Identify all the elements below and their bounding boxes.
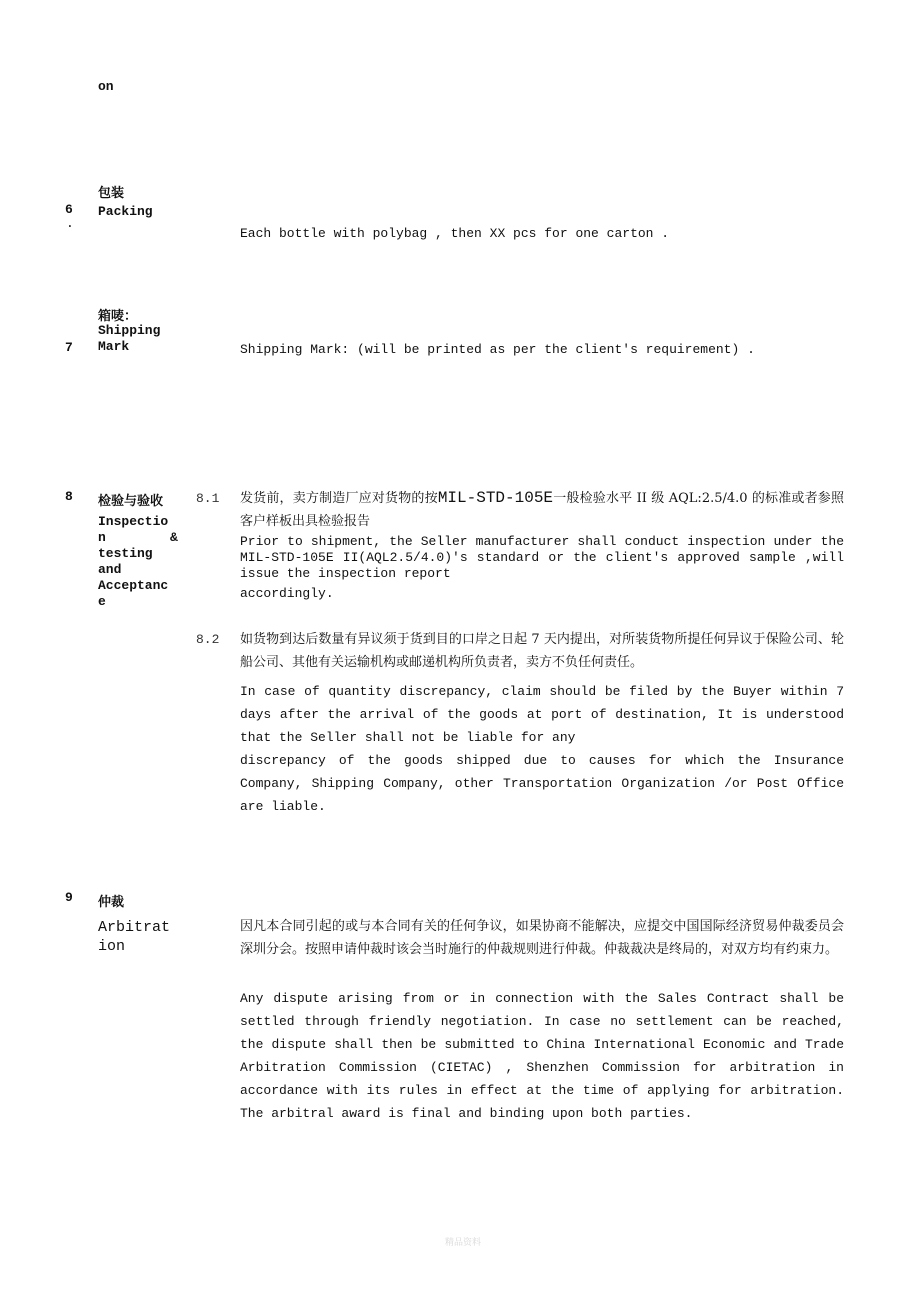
section-8-label-en-line1: Inspectio — [98, 514, 169, 529]
section-6-number-dot: . — [66, 216, 74, 231]
section-6-label-zh: 包装 — [98, 186, 125, 201]
section-8-label-en-line2a: n — [98, 530, 106, 545]
section-8-label-en-line6: e — [98, 594, 106, 609]
section-7-label-zh: 箱唛： — [98, 309, 138, 324]
section-9-zh: 因凡本合同引起的或与本合同有关的任何争议，如果协商不能解决，应提交中国国际经济贸易仲裁委员会深圳分会。按照申请仲裁时该会当时施行的仲裁规则进行仲裁。仲裁裁决是终局的，对双方均有约束力。 — [240, 919, 844, 957]
carryover-fragment: on — [98, 79, 114, 94]
section-9-number: 9 — [65, 890, 73, 905]
section-6-text: Each bottle with polybag , then XX pcs for one carton . — [240, 226, 670, 241]
clause-8-2-number: 8.2 — [196, 632, 220, 647]
clause-8-2-en-part1: In case of quantity discrepancy, claim should be filed by the Buyer within 7 days after the arrival of the goods at port of destination, It is understood that the Seller shall not be liable for any — [240, 684, 844, 745]
section-9-label-en-line1: Arbitrat — [98, 919, 171, 936]
section-8-label-en-line4: and — [98, 562, 122, 577]
section-7-label-en-line2: Mark — [98, 339, 130, 354]
clause-8-2-zh: 如货物到达后数量有异议须于货到目的口岸之日起 7 天内提出，对所装货物所提任何异议于保险公司、轮船公司、其他有关运输机构或邮递机构所负责者，卖方不负任何责任。 — [240, 632, 844, 670]
section-7-label-en-line1: Shipping — [98, 323, 161, 338]
section-8-number: 8 — [65, 489, 73, 504]
section-9-en: Any dispute arising from or in connection with the Sales Contract shall be settled through friendly negotiation. In case no settlement can be reached, the dispute shall then be submitted to China International Economic and Trade Arbitration Commission (CIETAC) , Shenzhen Commission for arbitration in accordance with its rules in effect at the time of applying for arbitration. The arbitral award is final and binding upon both parties. — [240, 991, 844, 1121]
section-7-text: Shipping Mark: (will be printed as per the client's requirement) . — [240, 342, 755, 357]
clause-8-1-zh-pre: 发货前，卖方制造厂应对货物的按 — [240, 491, 438, 506]
section-8-label-en-line5: Acceptanc — [98, 578, 169, 593]
section-8-label-en-line2b: & — [170, 530, 178, 545]
clause-8-1-en-tail: accordingly. — [240, 586, 334, 601]
section-6-label-en: Packing — [98, 204, 153, 219]
clause-8-1-zh — [240, 487, 844, 533]
section-6-number: 6 — [65, 202, 73, 217]
section-8-label-en-line3: testing — [98, 546, 153, 561]
clause-8-1-en: Prior to shipment, the Seller manufacturer shall conduct inspection under the MIL-STD-105E II(AQL2.5/4.0)'s standard or the client's approved sample ,will issue the inspection report — [240, 534, 844, 581]
section-8-label-zh: 检验与验收 — [98, 494, 164, 509]
section-7-number: 7 — [65, 340, 73, 355]
clause-8-1-zh-standard: MIL-STD-105E — [437, 489, 554, 507]
section-9-label-zh: 仲裁 — [98, 895, 125, 910]
clause-8-1-zh-post: 一般检验水平 II 级 AQL:2.5/4.0 的标准或者参照客户样板出具检验报告 — [240, 491, 844, 529]
section-9-label-en-line2: ion — [98, 938, 126, 955]
clause-8-2-en-part2: discrepancy of the goods shipped due to causes for which the Insurance Company, Shipping Company, other Transportation Organization /or Post Office are liable. — [240, 753, 844, 814]
clause-8-1-number: 8.1 — [196, 491, 220, 506]
footer-watermark: 精品资料 — [445, 1238, 482, 1248]
